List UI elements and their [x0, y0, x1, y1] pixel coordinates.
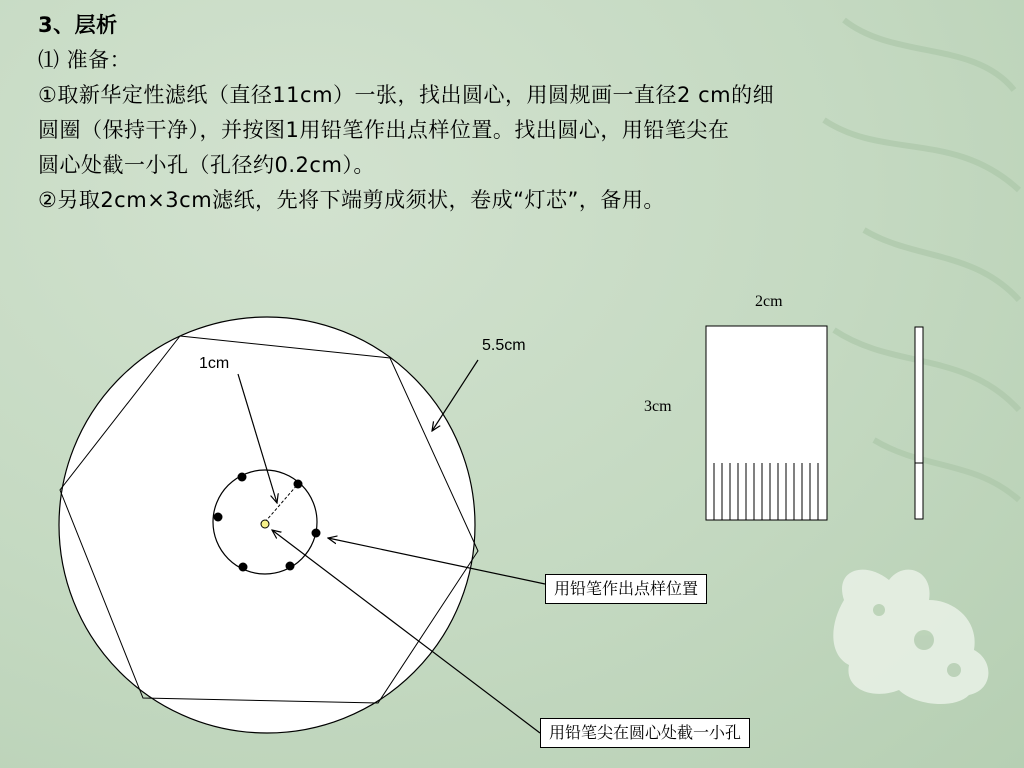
callout-center-hole: 用铅笔尖在圆心处截一小孔 [540, 718, 750, 748]
spot-dot [286, 562, 295, 571]
section-heading: 3、层析 [38, 13, 118, 37]
label-width: 2cm [755, 293, 783, 310]
step-2-line: ②另取2cm×3cm滤纸，先将下端剪成须状，卷成“灯芯”，备用。 [38, 188, 665, 212]
step-1-line-2: 圆圈（保持干净），并按图1用铅笔作出点样位置。找出圆心，用铅笔尖在 [38, 118, 730, 142]
wick-paper [706, 326, 827, 520]
spot-dot [239, 563, 248, 572]
label-height: 3cm [644, 398, 672, 415]
arrow-radius [432, 360, 478, 431]
rolled-wick [915, 327, 923, 519]
spot-dot [214, 513, 223, 522]
callout-spotting-positions: 用铅笔作出点样位置 [545, 574, 707, 604]
step-1-line-1: ①取新华定性滤纸（直径11cm）一张，找出圆心，用圆规画一直径2 cm的细 [38, 83, 775, 107]
spot-dot [312, 529, 321, 538]
spot-dot [294, 480, 303, 489]
step-1-line-3: 圆心处截一小孔（孔径约0.2cm）。 [38, 153, 375, 177]
center-hole [261, 520, 269, 528]
label-1cm: 1cm [199, 355, 230, 372]
step-label: ⑴ 准备： [38, 48, 132, 72]
spot-dot [238, 473, 247, 482]
label-radius: 5.5cm [482, 337, 526, 354]
